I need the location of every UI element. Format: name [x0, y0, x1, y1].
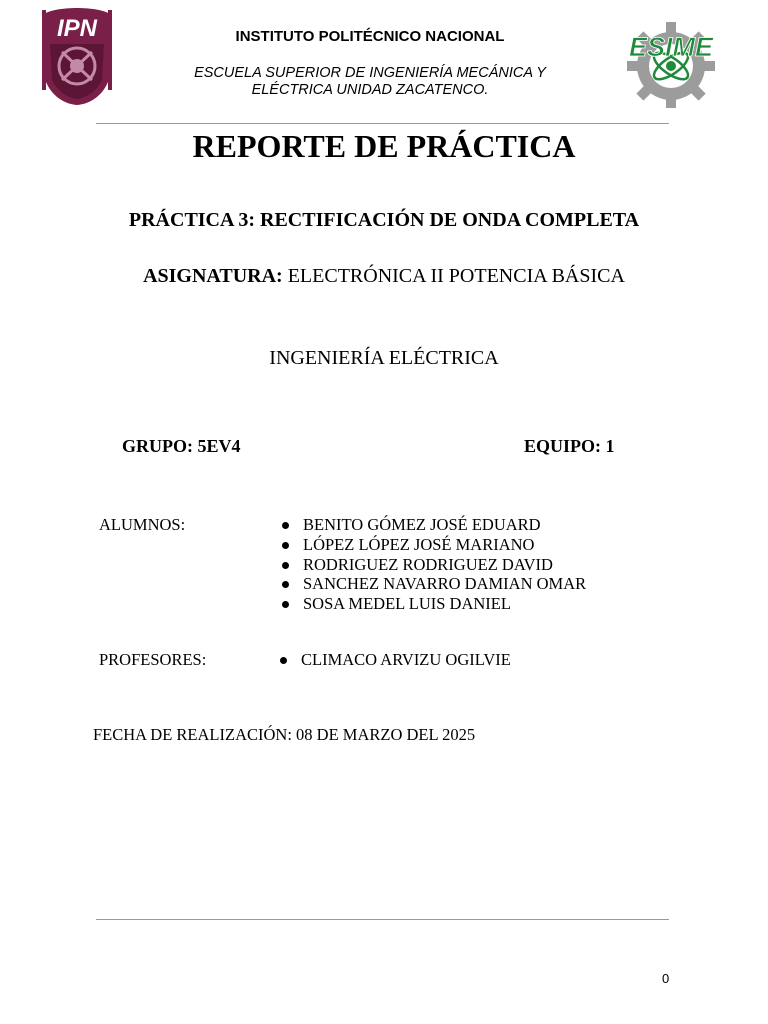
list-item: RODRIGUEZ RODRIGUEZ DAVID	[281, 555, 586, 575]
date: FECHA DE REALIZACIÓN: 08 DE MARZO DEL 2025	[93, 725, 476, 744]
team: EQUIPO: 1	[524, 436, 615, 456]
school-line-1: ESCUELA SUPERIOR DE INGENIERÍA MECÁNICA Y	[194, 65, 546, 81]
subject	[0, 265, 768, 288]
group: GRUPO: 5EV4	[122, 436, 241, 456]
ipn-logo-text: IPN	[56, 15, 98, 42]
page-number: 0	[662, 971, 670, 986]
list-item: BENITO GÓMEZ JOSÉ EDUARD	[281, 515, 586, 535]
subject-value: ELECTRÓNICA II POTENCIA BÁSICA	[287, 265, 625, 287]
professors-list	[279, 650, 511, 670]
school-line-2: ELÉCTRICA UNIDAD ZACATENCO.	[251, 82, 489, 98]
footer-divider	[96, 919, 669, 920]
esime-logo-text: ESIME	[628, 32, 714, 62]
ipn-logo	[36, 4, 118, 106]
practice-title: PRÁCTICA 3: RECTIFICACIÓN DE ONDA COMPLETA	[128, 209, 640, 231]
school-name	[150, 65, 590, 99]
report-title: REPORTE DE PRÁCTICA	[192, 128, 576, 164]
career: INGENIERÍA ELÉCTRICA	[269, 347, 499, 369]
students-label: ALUMNOS:	[99, 515, 186, 534]
esime-logo	[612, 14, 730, 108]
list-item: CLIMACO ARVIZU OGILVIE	[279, 650, 511, 670]
students-list	[281, 515, 586, 614]
list-item: LÓPEZ LÓPEZ JOSÉ MARIANO	[281, 535, 586, 555]
list-item: SOSA MEDEL LUIS DANIEL	[281, 594, 586, 614]
list-item: SANCHEZ NAVARRO DAMIAN OMAR	[281, 574, 586, 594]
professors-label: PROFESORES:	[99, 650, 207, 669]
subject-label: ASIGNATURA:	[143, 265, 283, 287]
header-divider	[96, 123, 669, 124]
institute-name: INSTITUTO POLITÉCNICO NACIONAL	[235, 28, 505, 45]
